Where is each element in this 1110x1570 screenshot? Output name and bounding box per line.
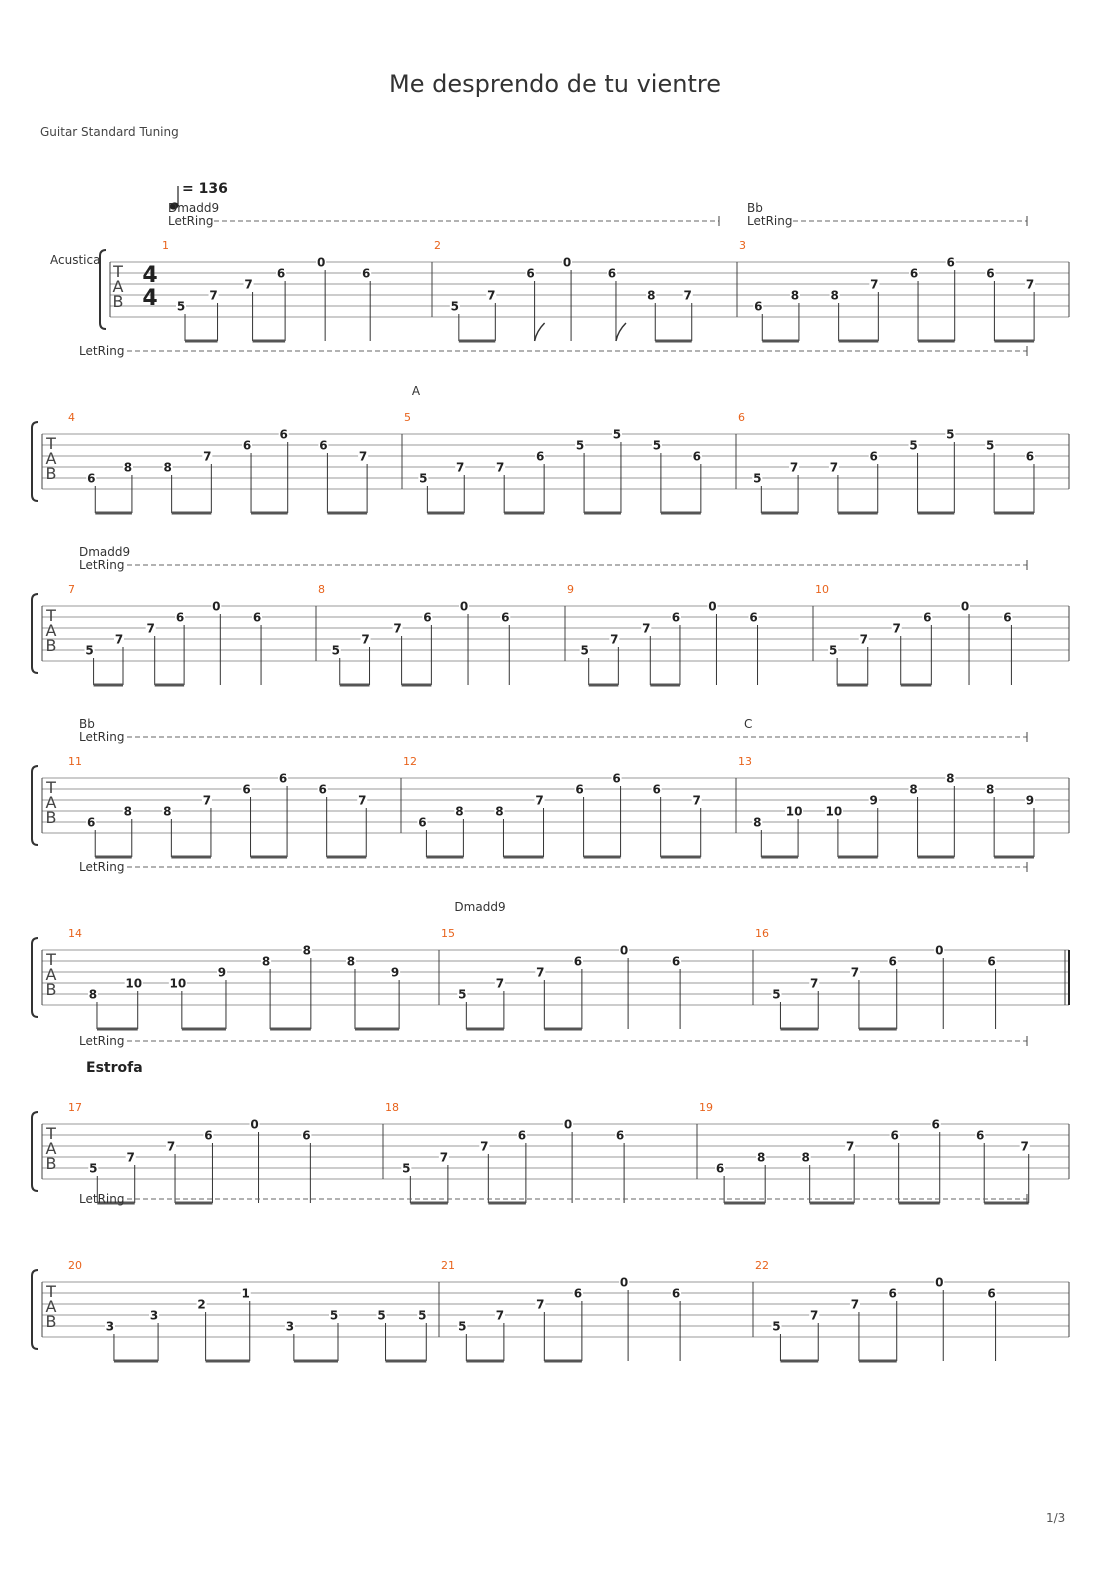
fret-number: 7 [203,449,212,464]
measure-number: 11 [68,755,82,768]
measure-number: 21 [441,1259,455,1272]
fret-number: 6 [501,610,510,625]
fret-number: 6 [890,1128,899,1143]
fret-number: 6 [987,954,996,969]
fret-number: 7 [692,793,701,808]
fret-number: 0 [935,1275,944,1290]
fret-number: 5 [176,299,186,314]
page-number: 1/3 [1046,1511,1066,1525]
fret-number: 8 [909,782,918,797]
fret-number: 7 [209,288,218,303]
measure-number: 17 [68,1101,82,1114]
fret-number: 0 [562,255,572,270]
chord-name: Dmadd9 [168,201,220,215]
fret-number: 5 [985,438,995,453]
fret-number: 8 [647,288,656,303]
fret-number: 6 [423,610,432,625]
fret-number: 7 [126,1150,135,1165]
fret-number: 8 [790,288,800,303]
fret-number: 5 [612,427,622,442]
fret-number: 8 [830,288,839,303]
fret-number: 0 [212,599,221,614]
fret-number: 6 [535,449,545,464]
fret-number: 6 [319,438,328,453]
fret-number: 9 [869,793,878,808]
fret-number: 6 [909,266,919,281]
tab-clef-letter: T [113,262,123,281]
let-ring-label: LetRing [747,214,793,228]
fret-number: 6 [986,266,995,281]
fret-number: 6 [615,1128,625,1143]
measure-number: 9 [567,583,574,596]
measure-number: 1 [162,239,169,252]
let-ring-label: LetRing [79,1034,125,1048]
fret-number: 7 [610,632,619,647]
fret-number: 6 [242,782,251,797]
fret-number: 8 [88,987,98,1002]
fret-number: 8 [757,1150,766,1165]
fret-number: 5 [329,1308,339,1323]
fret-number: 6 [278,771,288,786]
let-ring-label: LetRing [79,860,125,874]
fret-number: 7 [114,632,124,647]
fret-number: 2 [197,1297,206,1312]
fret-number: 5 [402,1161,411,1176]
fret-number: 6 [575,782,584,797]
fret-number: 6 [607,266,617,281]
fret-number: 5 [575,438,585,453]
fret-number: 6 [517,1128,527,1143]
fret-number: 8 [753,815,762,830]
fret-number: 6 [175,610,185,625]
tab-clef-letter: T [46,1282,56,1301]
tab-clef-letter: A [45,621,57,640]
fret-number: 6 [715,1161,725,1176]
fret-number: 6 [692,449,702,464]
fret-number: 6 [923,610,932,625]
fret-number: 8 [985,782,995,797]
fret-number: 8 [123,804,132,819]
measure-number: 15 [441,927,455,940]
fret-number: 7 [536,1297,545,1312]
fret-number: 8 [801,1150,810,1165]
fret-number: 8 [455,804,464,819]
fret-number: 6 [242,438,252,453]
fret-number: 7 [535,793,544,808]
fret-number: 6 [987,1286,996,1301]
note-flag [616,323,626,341]
measure-number: 12 [403,755,417,768]
tab-clef-letter: B [45,980,57,999]
fret-number: 9 [390,965,400,980]
fret-number: 6 [573,1286,583,1301]
measure-number: 20 [68,1259,82,1272]
fret-number: 8 [346,954,356,969]
measure-number: 10 [815,583,829,596]
fret-number: 7 [244,277,253,292]
fret-number: 10 [169,976,187,991]
system-bracket [32,1112,38,1191]
fret-number: 7 [358,793,367,808]
fret-number: 7 [870,277,879,292]
fret-number: 6 [318,782,327,797]
measure-number: 4 [68,411,75,424]
measure-number: 14 [68,927,82,940]
fret-number: 1 [241,1286,250,1301]
fret-number: 7 [810,976,819,991]
measure-number: 18 [385,1101,399,1114]
fret-number: 7 [480,1139,489,1154]
fret-number: 5 [418,1308,427,1323]
fret-number: 6 [749,610,758,625]
fret-number: 5 [652,438,662,453]
measure-number: 2 [434,239,441,252]
system-bracket [32,422,38,501]
fret-number: 7 [202,793,212,808]
fret-number: 8 [163,460,172,475]
fret-number: 5 [772,1319,781,1334]
tab-clef-letter: A [112,277,124,296]
tempo-marking: = 136 [182,181,228,197]
fret-number: 3 [105,1319,115,1334]
measure-number: 16 [755,927,769,940]
fret-number: 0 [708,599,717,614]
fret-number: 6 [204,1128,213,1143]
fret-number: 5 [753,471,762,486]
time-signature-top: 4 [142,263,158,288]
fret-number: 7 [361,632,370,647]
tuning-label: Guitar Standard Tuning [40,125,179,139]
fret-number: 0 [316,255,326,270]
fret-number: 8 [261,954,271,969]
system-bracket [32,594,38,673]
tab-clef-letter: A [45,793,57,812]
fret-number: 8 [302,943,312,958]
tab-clef-letter: B [45,464,57,483]
fret-number: 6 [671,1286,681,1301]
system-bracket [32,938,38,1017]
fret-number: 8 [946,771,955,786]
fret-number: 5 [946,427,955,442]
fret-number: 7 [1025,277,1035,292]
time-signature-bottom: 4 [142,286,158,311]
fret-number: 8 [495,804,504,819]
tab-clef-letter: A [45,1139,57,1158]
fret-number: 6 [573,954,583,969]
chord-name: A [411,384,421,398]
fret-number: 7 [1020,1139,1029,1154]
fret-number: 6 [888,1286,897,1301]
fret-number: 7 [683,288,692,303]
system-bracket [100,250,106,329]
fret-number: 0 [619,1275,629,1290]
fret-number: 7 [393,621,402,636]
fret-number: 7 [146,621,155,636]
measure-number: 19 [699,1101,713,1114]
tab-clef-letter: B [112,292,124,311]
let-ring-label: LetRing [168,214,214,228]
tab-clef-letter: B [45,1154,57,1173]
fret-number: 6 [976,1128,985,1143]
fret-number: 10 [825,804,843,819]
fret-number: 7 [892,621,901,636]
fret-number: 6 [362,266,371,281]
song-title: Me desprendo de tu vientre [389,70,721,98]
fret-number: 0 [563,1117,573,1132]
fret-number: 6 [869,449,878,464]
chord-name: Dmadd9 [454,900,506,914]
fret-number: 7 [850,965,860,980]
fret-number: 7 [845,1139,855,1154]
fret-number: 7 [358,449,368,464]
fret-number: 6 [931,1117,940,1132]
fret-number: 6 [612,771,621,786]
fret-number: 0 [459,599,469,614]
fret-number: 7 [487,288,496,303]
fret-number: 7 [439,1150,449,1165]
chord-name: Dmadd9 [79,545,131,559]
fret-number: 5 [85,643,94,658]
fret-number: 5 [419,471,428,486]
fret-number: 0 [960,599,970,614]
fret-number: 6 [1025,449,1035,464]
measure-number: 3 [739,239,746,252]
fret-number: 7 [642,621,651,636]
tab-clef-letter: A [45,1297,57,1316]
fret-number: 6 [252,610,262,625]
fret-number: 5 [458,1319,467,1334]
fret-number: 7 [829,460,839,475]
tab-clef-letter: B [45,1312,57,1331]
fret-number: 7 [496,460,505,475]
tab-clef-letter: B [45,636,57,655]
fret-number: 0 [619,943,629,958]
fret-number: 6 [1003,610,1012,625]
fret-number: 5 [377,1308,386,1323]
fret-number: 6 [671,954,681,969]
fret-number: 0 [250,1117,259,1132]
system-bracket [32,766,38,845]
fret-number: 10 [125,976,143,991]
let-ring-label: LetRing [79,730,125,744]
measure-number: 5 [404,411,411,424]
fret-number: 7 [810,1308,819,1323]
measure-number: 6 [738,411,745,424]
tab-clef-letter: T [46,606,56,625]
instrument-label: Acustica [50,253,101,267]
tab-clef-letter: A [45,449,57,468]
fret-number: 6 [87,471,96,486]
tab-clef-letter: T [46,778,56,797]
fret-number: 5 [828,643,838,658]
chord-name: Bb [79,717,95,731]
let-ring-label: LetRing [79,1192,125,1206]
let-ring-label: LetRing [79,344,125,358]
fret-number: 7 [495,976,505,991]
fret-number: 6 [302,1128,311,1143]
fret-number: 5 [580,643,589,658]
fret-number: 3 [285,1319,295,1334]
note-flag [535,323,545,341]
measure-number: 7 [68,583,75,596]
fret-number: 5 [772,987,781,1002]
fret-number: 9 [1025,793,1035,808]
tab-clef-letter: A [45,965,57,984]
fret-number: 8 [163,804,172,819]
measure-number: 22 [755,1259,769,1272]
fret-number: 6 [946,255,955,270]
fret-number: 7 [789,460,799,475]
measure-number: 8 [318,583,325,596]
let-ring-label: LetRing [79,558,125,572]
fret-number: 7 [495,1308,505,1323]
fret-number: 7 [859,632,868,647]
fret-number: 3 [149,1308,159,1323]
fret-number: 6 [276,266,286,281]
fret-number: 5 [458,987,467,1002]
tab-clef-letter: B [45,808,57,827]
fret-number: 7 [536,965,545,980]
fret-number: 6 [418,815,427,830]
fret-number: 6 [754,299,763,314]
fret-number: 0 [935,943,944,958]
fret-number: 6 [671,610,681,625]
fret-number: 7 [456,460,465,475]
fret-number: 8 [123,460,133,475]
fret-number: 7 [850,1297,860,1312]
fret-number: 10 [785,804,803,819]
chord-name: C [744,717,753,731]
fret-number: 6 [526,266,535,281]
fret-number: 6 [87,815,96,830]
tab-clef-letter: T [46,434,56,453]
fret-number: 6 [652,782,661,797]
fret-number: 5 [909,438,918,453]
fret-number: 6 [279,427,288,442]
fret-number: 5 [450,299,460,314]
fret-number: 5 [89,1161,98,1176]
section-label: Estrofa [86,1060,143,1076]
system-bracket [32,1270,38,1349]
fret-number: 7 [166,1139,176,1154]
tab-clef-letter: T [46,1124,56,1143]
fret-number: 9 [217,965,227,980]
fret-number: 5 [331,643,340,658]
tab-clef-letter: T [46,950,56,969]
chord-name: Bb [747,201,763,215]
fret-number: 6 [888,954,897,969]
measure-number: 13 [738,755,752,768]
